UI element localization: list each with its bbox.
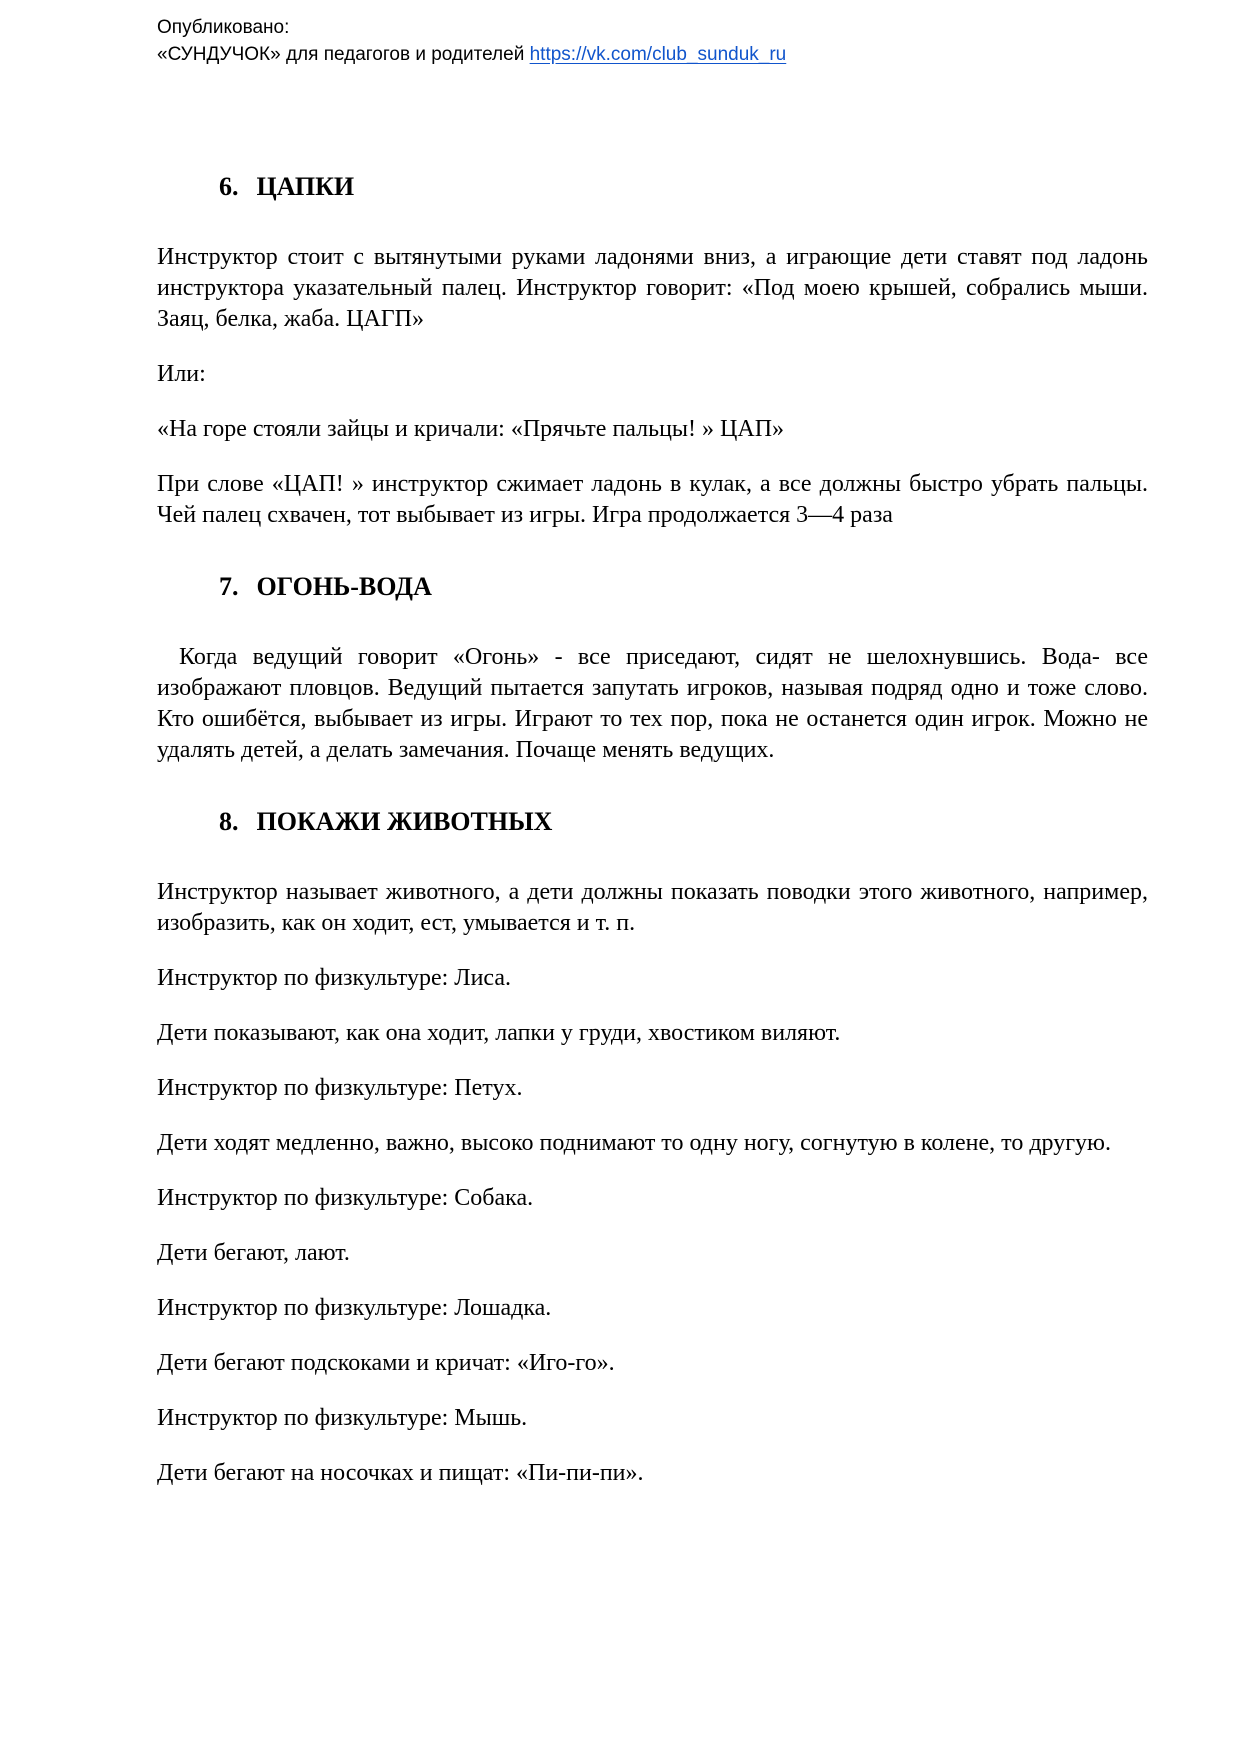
source-prefix-text: «СУНДУЧОК» для педагогов и родителей [157, 44, 530, 65]
paragraph: Дети ходят медленно, важно, высоко поднимают то одну ногу, согнутую в колене, то другую. [157, 1130, 1111, 1156]
paragraph: Или: [157, 361, 206, 387]
paragraph: Инструктор по физкультуре: Петух. [157, 1075, 523, 1101]
heading-title: ОГОНЬ-ВОДА [256, 572, 432, 601]
paragraph: Инструктор по физкультуре: Мышь. [157, 1405, 528, 1431]
heading-number: 7. [219, 572, 239, 601]
section-heading-capki [219, 170, 1148, 204]
heading-number: 8. [219, 807, 239, 836]
published-label: Опубликовано: [157, 17, 290, 38]
heading-number: 6. [219, 172, 239, 201]
source-line [157, 41, 1148, 68]
document-header [157, 14, 1148, 68]
paragraph: При слове «ЦАП! » инструктор сжимает ладонь в кулак, а все должны быстро убрать пальцы. Чей палец схвачен, тот выбывает из игры. Игра продолжается 3—4 раза [157, 471, 1148, 528]
paragraph: Инструктор называет животного, а дети должны показать поводки этого животного, например, изобразить, как он ходит, ест, умывается и т. п. [157, 879, 1148, 936]
paragraph: Когда ведущий говорит «Огонь» - все приседают, сидят не шелохнувшись. Вода- все изображают пловцов. Ведущий пытается запутать игроков, называя подряд одно и тоже слово. Кто ошибётся, выбывает из игры. Играют то тех пор, пока не останется один игрок. Можно не удалять детей, а делать замечания. Почаще менять ведущих. [157, 644, 1148, 763]
paragraph: Дети бегают на носочках и пищат: «Пи-пи-пи». [157, 1460, 644, 1486]
paragraph: Дети показывают, как она ходит, лапки у груди, хвостиком виляют. [157, 1020, 841, 1046]
paragraph: Инструктор по физкультуре: Лошадка. [157, 1295, 552, 1321]
paragraph: Инструктор стоит с вытянутыми руками ладонями вниз, а играющие дети ставят под ладонь инструктора указательный палец. Инструктор говорит: «Под моею крышей, собрались мыши. Заяц, белка, жаба. ЦАГП» [157, 244, 1148, 332]
heading-title: ПОКАЖИ ЖИВОТНЫХ [256, 807, 553, 836]
paragraph: Инструктор по физкультуре: Собака. [157, 1185, 534, 1211]
section-heading-ogon-voda [219, 570, 1148, 604]
heading-title: ЦАПКИ [256, 172, 355, 201]
paragraph: «На горе стояли зайцы и кричали: «Прячьте пальцы! » ЦАП» [157, 416, 785, 442]
document-body [157, 170, 1148, 1489]
paragraph: Инструктор по физкультуре: Лиса. [157, 965, 512, 991]
vk-link[interactable]: https://vk.com/club_sunduk_ru [529, 44, 787, 65]
section-heading-pokazhi-zhivotnyh [219, 805, 1148, 839]
paragraph: Дети бегают подскоками и кричат: «Иго-го». [157, 1350, 615, 1376]
paragraph: Дети бегают, лают. [157, 1240, 350, 1266]
